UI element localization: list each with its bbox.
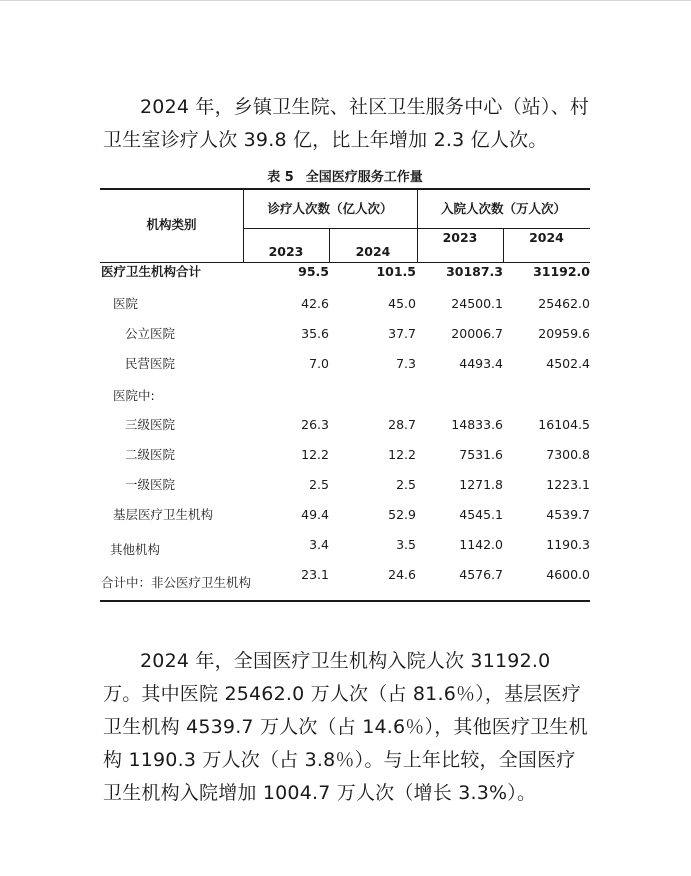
cell-admissions-2023: 1271.8 bbox=[459, 477, 503, 492]
cell-admissions-2024: 16104.5 bbox=[538, 417, 590, 432]
cell-visits-2024: 24.6 bbox=[388, 567, 416, 582]
row-label-hospitals: 医院 bbox=[113, 296, 139, 311]
cell-admissions-2024: 31192.0 bbox=[533, 264, 590, 279]
cell-visits-2024: 45.0 bbox=[388, 296, 416, 311]
cell-visits-2024: 7.3 bbox=[396, 356, 416, 371]
paragraph-rural-visits: 2024 年，乡镇卫生院、社区卫生服务中心（站）、村卫生室诊疗人次 39.8 亿，比上年增加 2.3 亿人次。 bbox=[103, 96, 590, 151]
cell-visits-2023: 2.5 bbox=[309, 477, 329, 492]
cell-admissions-2023: 14833.6 bbox=[451, 417, 503, 432]
page-top-border bbox=[0, 0, 691, 1]
cell-visits-2023: 42.6 bbox=[301, 296, 329, 311]
header-bottom-rule bbox=[100, 262, 590, 263]
cell-admissions-2023: 1142.0 bbox=[459, 537, 503, 552]
row-label-primary-hospitals: 一级医院 bbox=[125, 477, 176, 492]
table-top-rule bbox=[100, 188, 590, 190]
header-admissions: 入院人次数（万人次） bbox=[440, 201, 566, 216]
cell-visits-2023: 49.4 bbox=[301, 507, 329, 522]
table-title: 全国医疗服务工作量 bbox=[305, 170, 423, 185]
cell-admissions-2023: 4576.7 bbox=[459, 567, 503, 582]
cell-admissions-2024: 7300.8 bbox=[546, 447, 590, 462]
cell-visits-2023: 3.4 bbox=[309, 537, 329, 552]
cell-visits-2023: 12.2 bbox=[301, 447, 329, 462]
cell-admissions-2023: 24500.1 bbox=[451, 296, 503, 311]
cell-admissions-2024: 1223.1 bbox=[546, 477, 590, 492]
cell-admissions-2024: 20959.6 bbox=[538, 326, 590, 341]
cell-visits-2024: 2.5 bbox=[396, 477, 416, 492]
cell-admissions-2024: 1190.3 bbox=[546, 537, 590, 552]
cell-admissions-2023: 20006.7 bbox=[451, 326, 503, 341]
table-number: 表 5 bbox=[267, 170, 294, 185]
row-label-tertiary-hospitals: 三级医院 bbox=[125, 417, 176, 432]
cell-visits-2024: 12.2 bbox=[388, 447, 416, 462]
cell-visits-2023: 35.6 bbox=[301, 326, 329, 341]
cell-admissions-2023: 4545.1 bbox=[459, 507, 503, 522]
cell-visits-2024: 28.7 bbox=[388, 417, 416, 432]
cell-visits-2024: 52.9 bbox=[388, 507, 416, 522]
header-category: 机构类别 bbox=[146, 217, 197, 232]
table-caption bbox=[100, 169, 590, 187]
table-bottom-rule bbox=[100, 600, 590, 602]
row-label-secondary-hospitals: 二级医院 bbox=[125, 447, 176, 462]
paragraph-admissions: 2024 年，全国医疗卫生机构入院人次 31192.0 万。其中医院 25462.0 万人次（占 81.6％），基层医疗卫生机构 4539.7 万人次（占 14.6％），其他医疗卫生机构 1190.3 万人次（占 3.8％）。与上年比较，全国医疗卫生机构入院增加 1004.7 万人次（增长 3.3%）。 bbox=[103, 650, 588, 804]
row-label-non-public-institutions: 合计中：非公医疗卫生机构 bbox=[101, 575, 252, 590]
row-label-other-institutions: 其他机构 bbox=[110, 542, 161, 557]
cell-visits-2024: 3.5 bbox=[396, 537, 416, 552]
row-label-grassroots-institutions: 基层医疗卫生机构 bbox=[113, 507, 214, 522]
header-visits: 诊疗人次数（亿人次） bbox=[267, 201, 393, 216]
row-label-private-hospitals: 民营医院 bbox=[125, 356, 176, 371]
cell-visits-2023: 7.0 bbox=[309, 356, 329, 371]
cell-visits-2024: 37.7 bbox=[388, 326, 416, 341]
row-label-total: 医疗卫生机构合计 bbox=[101, 264, 202, 279]
cell-admissions-2024: 4502.4 bbox=[546, 356, 590, 371]
row-label-among-hospitals: 医院中: bbox=[113, 388, 155, 403]
row-label-public-hospitals: 公立医院 bbox=[125, 326, 176, 341]
cell-admissions-2023: 4493.4 bbox=[459, 356, 503, 371]
header-year-2023: 2023 bbox=[442, 230, 478, 245]
cell-visits-2024: 101.5 bbox=[376, 264, 416, 279]
cell-admissions-2024: 4539.7 bbox=[546, 507, 590, 522]
header-year-2024: 2024 bbox=[355, 244, 391, 259]
cell-visits-2023: 95.5 bbox=[298, 264, 329, 279]
cell-admissions-2023: 7531.6 bbox=[459, 447, 503, 462]
cell-admissions-2024: 25462.0 bbox=[538, 296, 590, 311]
cell-visits-2023: 23.1 bbox=[301, 567, 329, 582]
cell-visits-2023: 26.3 bbox=[301, 417, 329, 432]
cell-admissions-2023: 30187.3 bbox=[446, 264, 503, 279]
header-year-2023: 2023 bbox=[268, 244, 304, 259]
header-year-2024: 2024 bbox=[529, 230, 564, 245]
cell-admissions-2024: 4600.0 bbox=[546, 567, 590, 582]
